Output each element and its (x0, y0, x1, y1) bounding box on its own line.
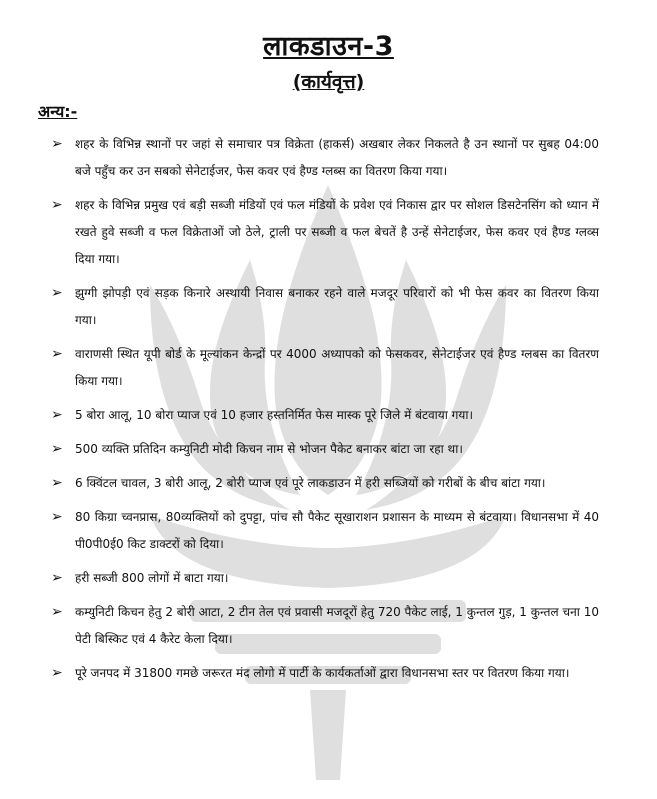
list-item (0, 192, 657, 273)
list-item-text: कम्युनिटी किचन हेतु 2 बोरी आटा, 2 टीन तेल एवं प्रवासी मजदूरों हेतु 720 पैकेट लाई, 1 कुन्तल गुड़, 1 कुन्तल चना 10 पेटी बिस्किट एवं 4 कैरेट केला दिया। (75, 605, 599, 646)
list-item (0, 341, 657, 395)
arrow-bullet-icon: ➢ (51, 570, 63, 586)
arrow-bullet-icon: ➢ (51, 665, 63, 681)
list-item-text: 5 बोरा आलू, 10 बोरा प्याज एवं 10 हजार हस्तनिर्मित फेस मास्क पूरे जिले में बंटवाया गया। (75, 408, 474, 422)
list-item (0, 504, 657, 558)
list-item-text: शहर के विभिन्न प्रमुख एवं बड़ी सब्जी मंडियों एवं फल मंडियों के प्रवेश एवं निकास द्वार पर सोशल डिसटेनसिंग को ध्यान में रखते हुवे सब्जी व फल विक्रेताओं जो ठेले, ट्राली पर सब्जी व फल बेचतें है उन्हें सेनेटाईजर, फेस कवर एवं हैण्ड ग्लव्स दिया गया। (75, 198, 599, 266)
list-item (0, 565, 657, 592)
list-item (0, 280, 657, 334)
arrow-bullet-icon: ➢ (51, 197, 63, 213)
arrow-bullet-icon: ➢ (51, 604, 63, 620)
list-item (0, 660, 657, 687)
list-item-text: 6 क्विंटल चावल, 3 बोरी आलू, 2 बोरी प्याज एवं पूरे लाकडाउन में हरी सब्जियों को गरीबों के बीच बांटा गया। (75, 476, 546, 490)
list-item-text: वाराणसी स्थित यूपी बोर्ड के मूल्यांकन केन्द्रों पर 4000 अध्यापको को फेसकवर, सेनेटाईजर एवं हैण्ड ग्लबस का वितरण किया गया। (75, 347, 599, 388)
list-item (0, 402, 657, 429)
list-item (0, 436, 657, 463)
list-item (0, 599, 657, 653)
page-subtitle: (कार्यवृत्त) (292, 71, 365, 93)
arrow-bullet-icon: ➢ (51, 475, 63, 491)
section-heading: अन्य:- (38, 102, 78, 121)
page-title: लाकडाउन-3 (263, 31, 394, 62)
list-item-text: 500 व्यक्ति प्रतिदिन कम्युनिटी मोदी किचन नाम से भोजन पैकेट बनाकर बांटा जा रहा था। (75, 442, 463, 456)
list-item-text: हरी सब्जी 800 लोगों में बाटा गया। (75, 571, 229, 585)
list-item-text: शहर के विभिन्न स्थानों पर जहां से समाचार पत्र विक्रेता (हाकर्स) अखबार लेकर निकलते है उन स्थानों पर सुबह 04:00 बजे पहुँच कर उन सबको सेनेटाईजर, फेस कवर एवं हैण्ड ग्लब्स का वितरण किया गया। (75, 137, 599, 178)
arrow-bullet-icon: ➢ (51, 136, 63, 152)
list-item-text: पूरे जनपद में 31800 गमछे जरूरत मंद लोगो में पार्टी के कार्यकर्ताओं द्वारा विधानसभा स्तर पर वितरण किया गया। (75, 666, 570, 680)
arrow-bullet-icon: ➢ (51, 346, 63, 362)
arrow-bullet-icon: ➢ (51, 441, 63, 457)
arrow-bullet-icon: ➢ (51, 407, 63, 423)
list-item (0, 470, 657, 497)
arrow-bullet-icon: ➢ (51, 509, 63, 525)
list-item (0, 131, 657, 185)
activity-list (0, 131, 657, 694)
arrow-bullet-icon: ➢ (51, 285, 63, 301)
list-item-text: झुग्गी झोपड़ी एवं सड़क किनारे अस्थायी निवास बनाकर रहने वाले मजदूर परिवारों को भी फेस कवर का वितरण किया गया। (75, 286, 599, 327)
list-item-text: 80 किग्रा च्वनप्रास, 80व्यक्तियों को दुपट्टा, पांच सौ पैकेट सूखाराशन प्रशासन के माध्यम से बंटवाया। विधानसभा में 40 पी0पी0ई0 किट डाक्टरों को दिया। (75, 510, 599, 551)
